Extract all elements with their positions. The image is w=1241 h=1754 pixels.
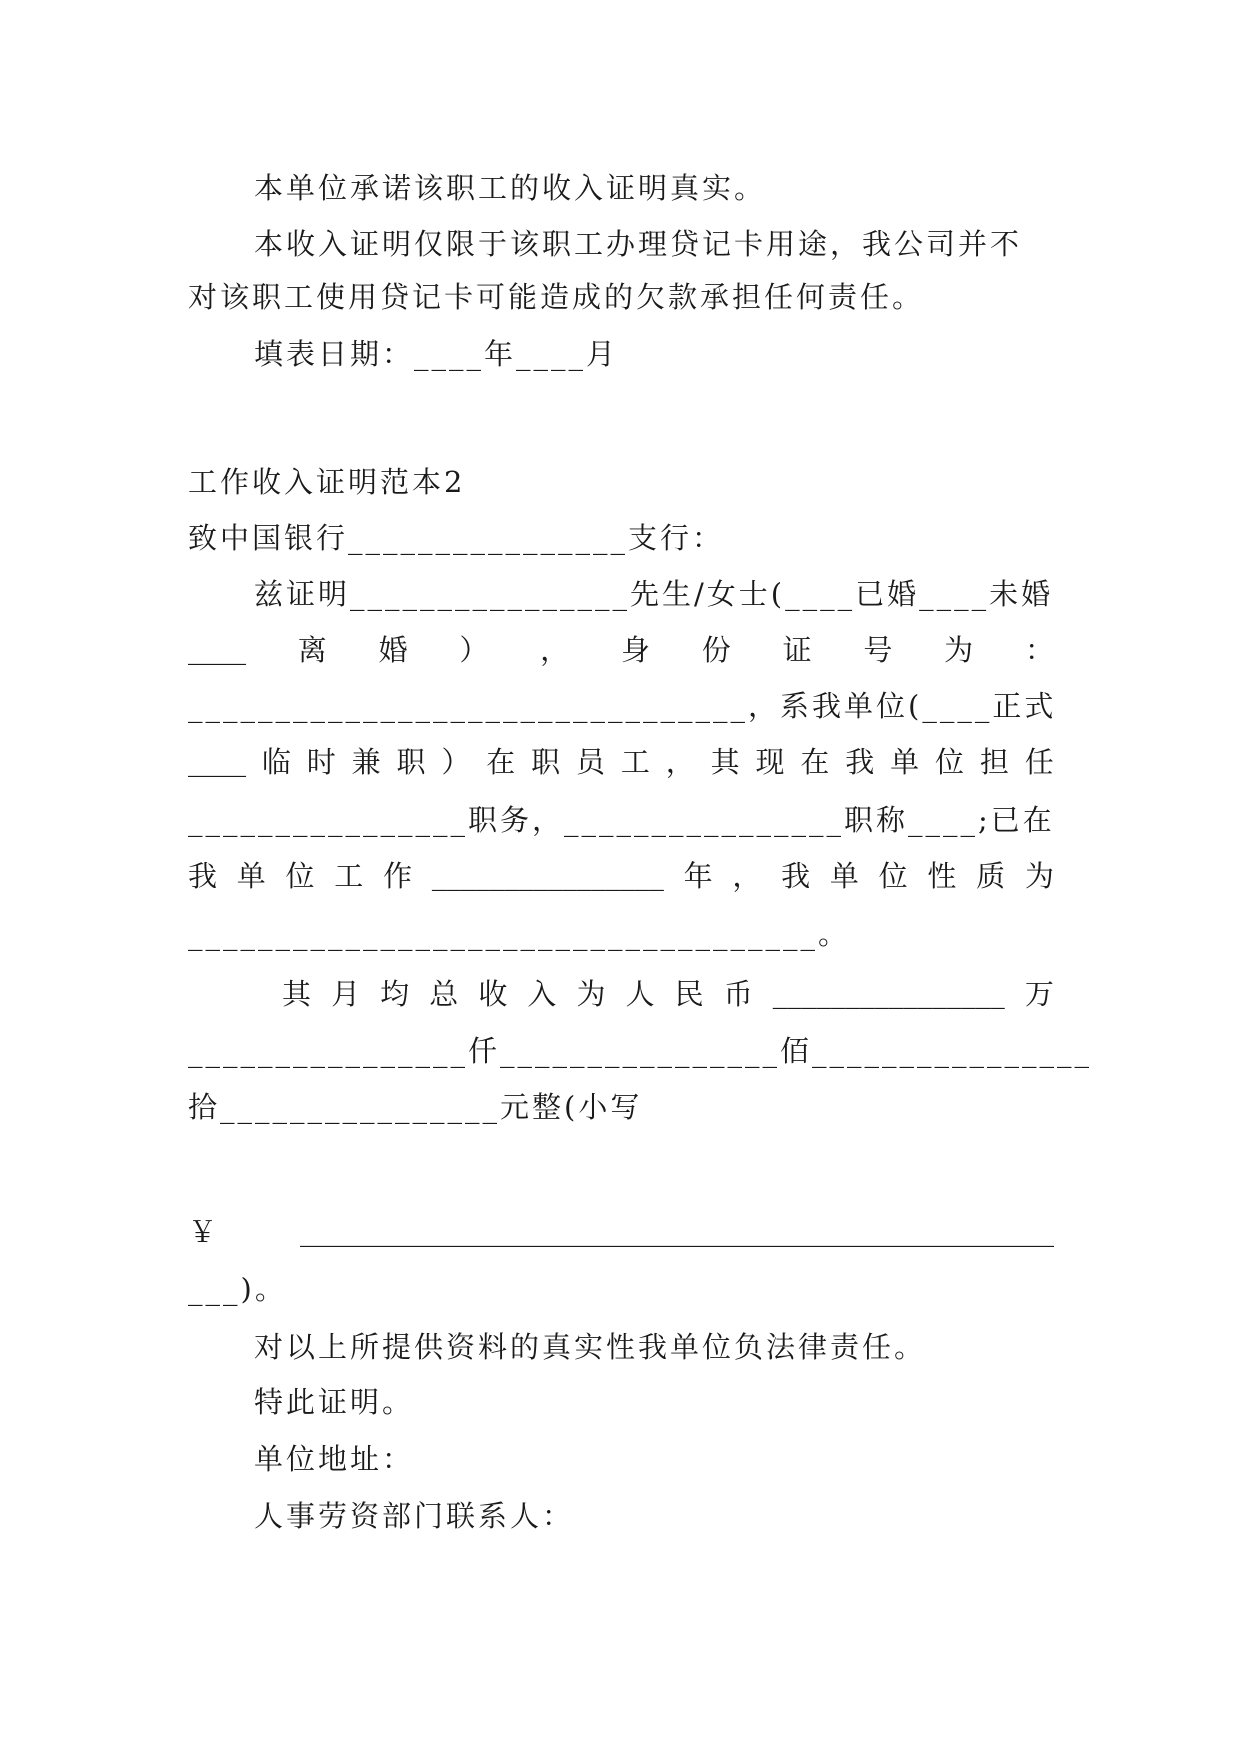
amount-numeric-close-line: ___)。 xyxy=(188,1271,287,1306)
text-char: 工 xyxy=(620,744,650,779)
text-char: ） xyxy=(459,632,489,667)
text-char: 单 xyxy=(890,744,920,779)
usage-limit-line-1: 本收入证明仅限于该职工办理贷记卡用途，我公司并不 xyxy=(254,226,1023,261)
commitment-line: 本单位承诺该职工的收入证明真实。 xyxy=(254,170,767,205)
text-char: 职 xyxy=(531,744,561,779)
text-char: 工 xyxy=(334,858,364,893)
text-char: 兼 xyxy=(351,744,381,779)
text-char: 入 xyxy=(527,976,557,1011)
text-char: 担 xyxy=(979,744,1009,779)
text-char: ） xyxy=(441,744,471,779)
text-char: ， xyxy=(732,858,762,893)
years-nature-line xyxy=(188,845,1054,903)
text-char: 均 xyxy=(380,976,410,1011)
text-char: 万 xyxy=(1024,976,1054,1011)
blank: ____________________________________________________ xyxy=(300,1213,1054,1247)
unit-address-line: 单位地址： xyxy=(254,1441,415,1476)
template-title: 工作收入证明范本2 xyxy=(188,464,466,499)
blank: ________________ xyxy=(431,857,664,891)
text-char: 性 xyxy=(927,858,957,893)
text-char: ， xyxy=(540,632,570,667)
text-char: 离 xyxy=(297,632,327,667)
text-char: 收 xyxy=(478,976,508,1011)
usage-limit-line-2: 对该职工使用贷记卡可能造成的欠款承担任何责任。 xyxy=(188,279,925,314)
text-char: 其 xyxy=(282,976,312,1011)
text-char: 现 xyxy=(755,744,785,779)
text-char: 位 xyxy=(285,858,315,893)
certify-name-line: 兹证明________________先生/女士(____已婚____未婚 xyxy=(254,576,1054,611)
text-char: 证 xyxy=(782,632,812,667)
text-char: 号 xyxy=(863,632,893,667)
marital-id-line xyxy=(188,619,1054,677)
text-char: 份 xyxy=(701,632,731,667)
blank: ________________ xyxy=(772,975,1005,1009)
blank: ____ xyxy=(188,743,246,777)
hr-contact-line: 人事劳资部门联系人： xyxy=(254,1498,575,1533)
legal-responsibility-line: 对以上所提供资料的真实性我单位负法律责任。 xyxy=(254,1329,927,1364)
position-title-line: ________________职务，________________职称____;已在 xyxy=(188,802,1055,837)
unit-nature-blank-line: ____________________________________。 xyxy=(188,916,851,951)
text-char: 我 xyxy=(188,858,218,893)
blank: ____ xyxy=(188,631,246,665)
text-char: 民 xyxy=(674,976,704,1011)
text-char: 月 xyxy=(331,976,361,1011)
text-char: 年 xyxy=(683,858,713,893)
text-char: 质 xyxy=(976,858,1006,893)
text-char: 总 xyxy=(429,976,459,1011)
hereby-certify-line: 特此证明。 xyxy=(254,1384,415,1419)
text-char: 职 xyxy=(396,744,426,779)
yuan-symbol: ￥ xyxy=(188,1214,218,1249)
text-char: 在 xyxy=(800,744,830,779)
text-char: 为 xyxy=(1024,858,1054,893)
text-char: 为 xyxy=(576,976,606,1011)
text-char: 我 xyxy=(781,858,811,893)
monthly-income-line xyxy=(282,963,1054,1021)
text-char: 在 xyxy=(486,744,516,779)
text-char: 为 xyxy=(944,632,974,667)
text-char: 人 xyxy=(625,976,655,1011)
text-char: 位 xyxy=(878,858,908,893)
addressee-line: 致中国银行________________支行： xyxy=(188,520,725,555)
text-char: 单 xyxy=(829,858,859,893)
text-char: 作 xyxy=(383,858,413,893)
text-char: 员 xyxy=(575,744,605,779)
amount-tens-line: 拾________________元整(小写 xyxy=(188,1089,643,1124)
text-char: 时 xyxy=(306,744,336,779)
text-char: 身 xyxy=(620,632,650,667)
text-char: 单 xyxy=(236,858,266,893)
text-char: ： xyxy=(1024,632,1054,667)
text-char: 位 xyxy=(934,744,964,779)
amount-thousands-hundreds-line: ________________仟________________佰________________ xyxy=(188,1033,1093,1068)
id-number-line: ________________________________，系我单位(____正式 xyxy=(188,688,1057,723)
text-char: 我 xyxy=(845,744,875,779)
text-char: 临 xyxy=(261,744,291,779)
text-char: 其 xyxy=(710,744,740,779)
text-char: 币 xyxy=(723,976,753,1011)
text-char: 任 xyxy=(1024,744,1054,779)
fill-date-line: 填表日期：____年____月 xyxy=(254,336,619,371)
amount-numeric-line xyxy=(188,1201,1054,1259)
employment-type-line xyxy=(188,731,1054,789)
text-char: ， xyxy=(665,744,695,779)
text-char: 婚 xyxy=(378,632,408,667)
